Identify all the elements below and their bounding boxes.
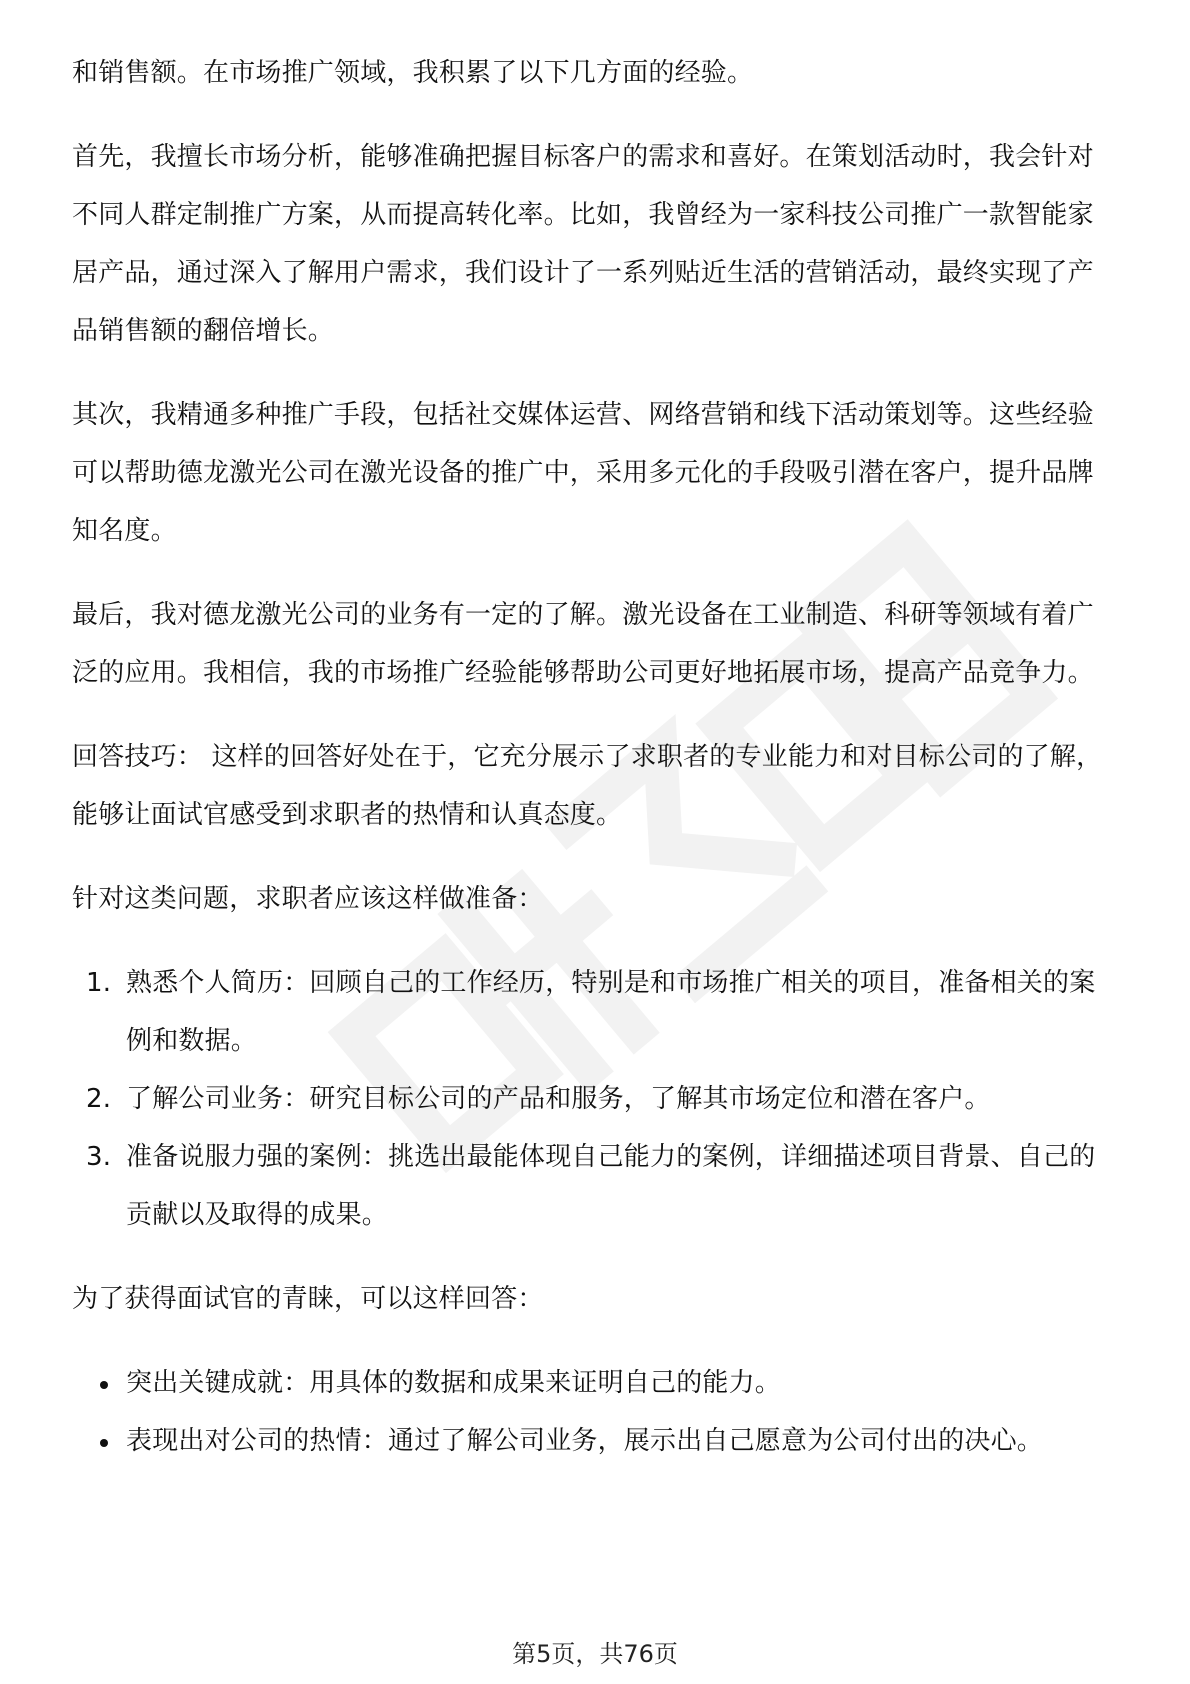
list-number: 2.	[86, 1084, 112, 1114]
list-number: 3.	[86, 1142, 112, 1172]
list-item-text: 表现出对公司的热情：通过了解公司业务，展示出自己愿意为公司付出的决心。	[126, 1426, 1044, 1456]
document-body	[72, 44, 1118, 1496]
list-item-text: 突出关键成就：用具体的数据和成果来证明自己的能力。	[126, 1368, 782, 1398]
list-item	[72, 1128, 1118, 1244]
tips-list	[72, 1354, 1118, 1470]
preparation-list	[72, 954, 1118, 1244]
list-item-text: 准备说服力强的案例：挑选出最能体现自己能力的案例，详细描述项目背景、自己的贡献以及取得的成果。	[126, 1142, 1096, 1230]
list-item	[72, 954, 1118, 1070]
paragraph-last: 最后，我对德龙激光公司的业务有一定的了解。激光设备在工业制造、科研等领域有着广泛的应用。我相信，我的市场推广经验能够帮助公司更好地拓展市场，提高产品竞争力。	[72, 600, 1094, 688]
paragraph-first: 首先，我擅长市场分析，能够准确把握目标客户的需求和喜好。在策划活动时，我会针对不同人群定制推广方案，从而提高转化率。比如，我曾经为一家科技公司推广一款智能家居产品，通过深入了解用户需求，我们设计了一系列贴近生活的营销活动，最终实现了产品销售额的翻倍增长。	[72, 142, 1094, 346]
list-item-text: 熟悉个人简历：回顾自己的工作经历，特别是和市场推广相关的项目，准备相关的案例和数据。	[126, 968, 1096, 1056]
bullet-icon	[100, 1381, 108, 1389]
paragraph-tips-intro: 为了获得面试官的青睐，可以这样回答：	[72, 1284, 544, 1314]
paragraph-intro: 和销售额。在市场推广领域，我积累了以下几方面的经验。	[72, 58, 754, 88]
list-item	[72, 1354, 1118, 1412]
list-number: 1.	[86, 968, 112, 998]
list-item	[72, 1070, 1118, 1128]
paragraph-second: 其次，我精通多种推广手段，包括社交媒体运营、网络营销和线下活动策划等。这些经验可以帮助德龙激光公司在激光设备的推广中，采用多元化的手段吸引潜在客户，提升品牌知名度。	[72, 400, 1094, 546]
paragraph-prep-intro: 针对这类问题，求职者应该这样做准备：	[72, 884, 544, 914]
paragraph-answer-tips: 回答技巧： 这样的回答好处在于，它充分展示了求职者的专业能力和对目标公司的了解，能够让面试官感受到求职者的热情和认真态度。	[72, 742, 1103, 830]
bullet-icon	[100, 1439, 108, 1447]
page-footer: 第5页，共76页	[512, 1640, 678, 1668]
list-item	[72, 1412, 1118, 1470]
list-item-text: 了解公司业务：研究目标公司的产品和服务，了解其市场定位和潜在客户。	[126, 1084, 991, 1114]
